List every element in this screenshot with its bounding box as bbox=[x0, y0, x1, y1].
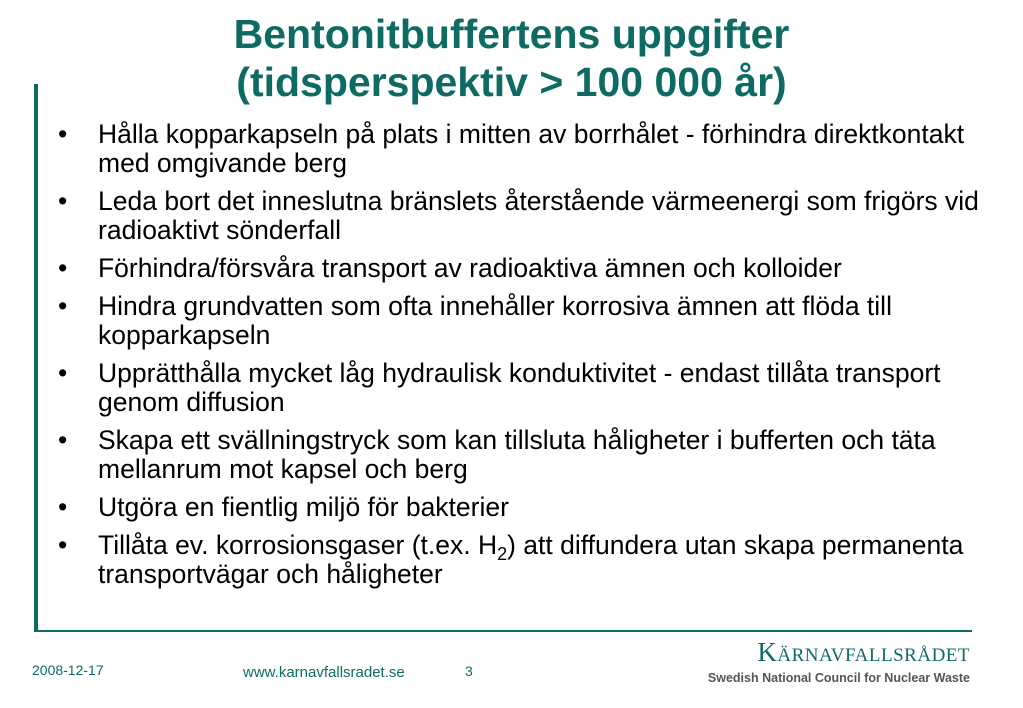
logo-name: Kärnavfallsrådet bbox=[757, 637, 970, 667]
bullet-text: Hålla kopparkapseln på plats i mitten av borrhålet - förhindra direktkontakt med omgivande berg bbox=[98, 119, 965, 178]
organization-logo bbox=[640, 636, 970, 686]
bullet-list bbox=[58, 120, 998, 598]
page-number: 3 bbox=[465, 663, 473, 679]
bullet-text-before-subscript: Tillåta ev. korrosionsgaser (t.ex. H bbox=[98, 530, 498, 560]
title-line-1: Bentonitbuffertens uppgifter bbox=[233, 11, 790, 57]
subscript-2: 2 bbox=[497, 544, 508, 564]
bullet-text-after-subscript: ) att diffundera utan skapa permanenta transportvägar och håligheter bbox=[98, 530, 964, 589]
bullet-dot: • bbox=[58, 186, 68, 216]
bullet-dot: • bbox=[58, 253, 68, 283]
bullet-dot: • bbox=[58, 291, 68, 321]
bullet-item bbox=[58, 426, 998, 484]
slide-title bbox=[0, 10, 1023, 106]
bullet-dot: • bbox=[58, 530, 68, 560]
footer-url-link[interactable]: www.karnavfallsradet.se bbox=[243, 664, 405, 681]
bullet-item bbox=[58, 254, 998, 283]
bullet-dot: • bbox=[58, 358, 68, 388]
bullet-text: Hindra grundvatten som ofta innehåller korrosiva ämnen att flöda till kopparkapseln bbox=[98, 291, 892, 350]
footer-divider bbox=[34, 630, 972, 632]
bullet-text: Förhindra/försvåra transport av radioaktiva ämnen och kolloider bbox=[98, 253, 842, 283]
bullet-dot: • bbox=[58, 119, 68, 149]
bullet-item bbox=[58, 292, 998, 350]
logo-subtitle: Swedish National Council for Nuclear Waste bbox=[707, 671, 970, 685]
bullet-item bbox=[58, 493, 998, 522]
bullet-item bbox=[58, 120, 998, 178]
title-line-2: (tidsperspektiv > 100 000 år) bbox=[236, 59, 787, 105]
bullet-text: Utgöra en fientlig miljö för bakterier bbox=[98, 492, 509, 522]
bullet-item bbox=[58, 359, 998, 417]
bullet-dot: • bbox=[58, 425, 68, 455]
bullet-text: Leda bort det inneslutna bränslets återstående värmeenergi som frigörs vid radioaktivt sönderfall bbox=[98, 186, 979, 245]
bullet-text: Upprätthålla mycket låg hydraulisk konduktivitet - endast tillåta transport genom diffusion bbox=[98, 358, 941, 417]
bullet-dot: • bbox=[58, 492, 68, 522]
bullet-item bbox=[58, 531, 998, 589]
left-accent-bar bbox=[34, 84, 38, 631]
bullet-text: Skapa ett svällningstryck som kan tillsluta håligheter i bufferten och täta mellanrum mot kapsel och berg bbox=[98, 425, 936, 484]
footer-date: 2008-12-17 bbox=[32, 662, 104, 678]
bullet-item bbox=[58, 187, 998, 245]
